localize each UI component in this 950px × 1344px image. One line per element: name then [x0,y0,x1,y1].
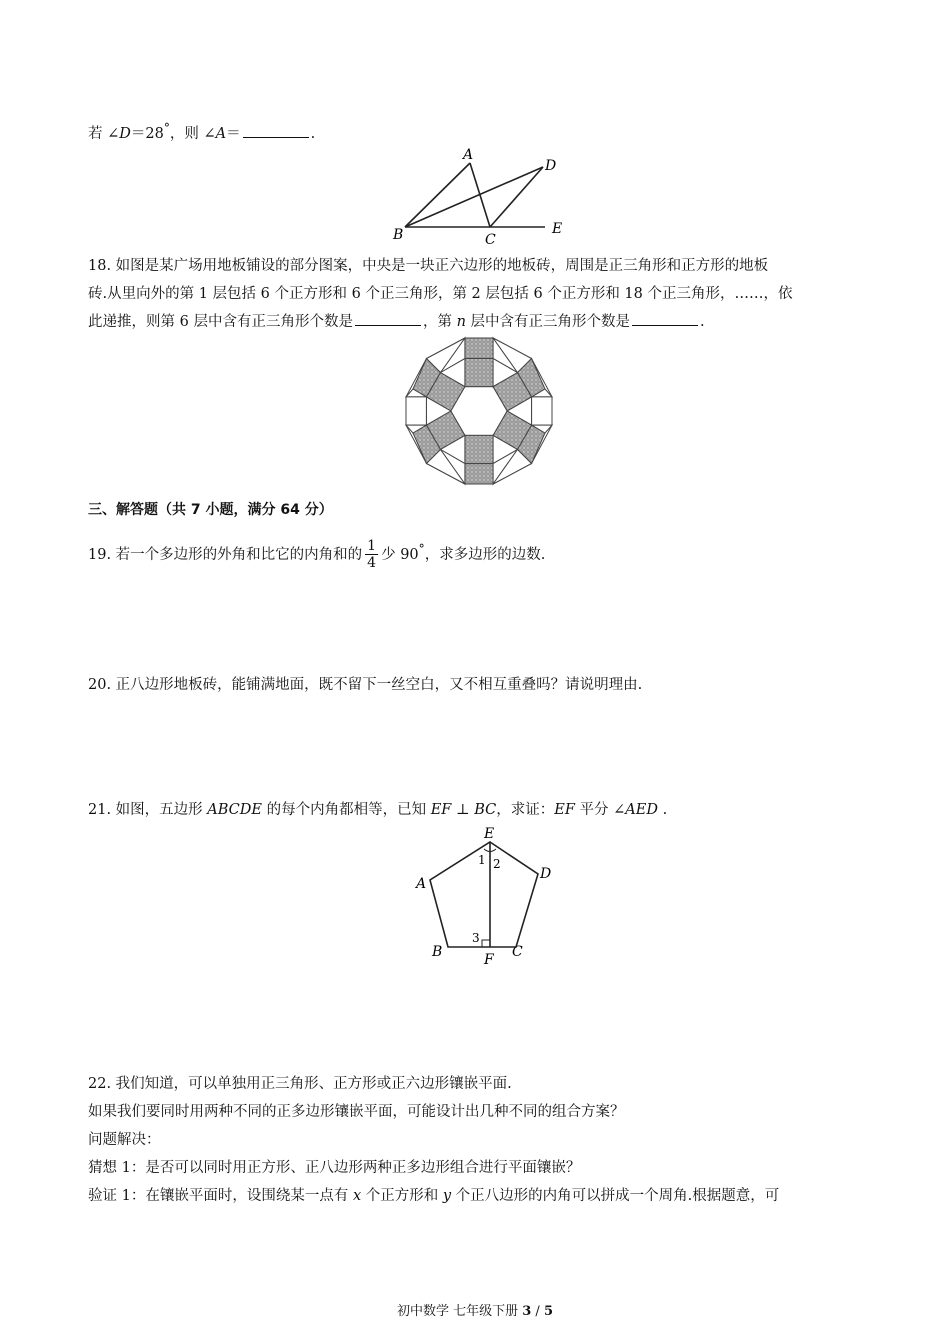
q17-var-d: D [119,125,131,142]
fig21-label-c: C [512,944,523,960]
q18-line1: 18. 如图是某广场用地板铺设的部分图案，中央是一块正六边形的地板砖，周围是正三角形和正方形的地板 [88,258,769,274]
q21-line [88,800,667,820]
footer-page-number: 3 [522,1304,532,1319]
fig21-angle-2: 2 [493,857,501,871]
fig17-label-d: D [545,158,557,174]
fig21-angle-3: 3 [472,931,480,945]
q18-text-d: . [700,314,705,330]
q22-var-x: x [352,1188,362,1204]
q19-text-c: ，求多边形的边数. [424,546,546,563]
q17-mid: ，则 ∠ [169,125,216,142]
fig21-right-angle-mark [482,940,490,947]
q21-var-abcde: ABCDE [207,802,262,818]
q18-text-b: ，第 [422,314,457,330]
q21-text-a: 21. 如图，五边形 [88,802,208,818]
q18-line2: 砖.从里向外的第 1 层包括 6 个正方形和 6 个正三角形，第 2 层包括 6 个正方形和 18 个正三角形，……，依 [88,286,793,302]
fig18-square [465,358,493,386]
q18-text-c: 层中含有正三角形个数是 [465,314,631,330]
q22-var-y: y [442,1188,452,1204]
footer-page-total: 5 [543,1304,553,1319]
fig21-label-d: D [540,866,552,882]
q21-var-ef: EF [430,802,452,818]
page-footer [0,1300,950,1319]
fig18-triangle [406,397,426,425]
q18-answer-blank-2[interactable] [632,313,698,326]
q17-deg: ° [163,121,170,135]
fig18-square [465,464,493,484]
q21-var-ef2: EF [554,802,575,818]
q19-text-a: 19. 若一个多边形的外角和比它的内角和的 [88,546,363,563]
q19-line [88,532,545,572]
q17-eq2: ＝ [226,125,241,142]
fig21-pentagon-figure [410,822,560,970]
q21-perp: ⊥ [451,802,475,818]
q20-line: 20. 正八边形地板砖，能铺满地面，既不留下一丝空白，又不相互重叠吗？请说明理由. [88,677,643,693]
q19-deg: ° [418,542,425,556]
q19-frac-num: 1 [367,538,377,555]
q21-text-d: 平分 ∠ [574,802,626,818]
q19-frac-den: 4 [367,555,377,572]
q17-tail-line [88,118,315,144]
q18-var-n: n [456,314,466,330]
q17-text: 若 ∠ [88,125,120,142]
footer-text: 初中数学 七年级下册 [396,1304,523,1319]
q22-text-c: 个正八边形的内角可以拼成一个周角.根据题意，可 [451,1188,780,1204]
q21-var-aed: AED [625,802,658,818]
fig21-label-f: F [484,952,494,968]
q17-eq: ＝28 [130,125,164,142]
q21-end: . [657,802,668,818]
fig17-line-dc [490,167,543,227]
q21-var-bc: BC [474,802,497,818]
q18-line3 [88,312,705,332]
fig21-label-e: E [484,826,495,842]
q19-text-b: 少 90 [381,546,419,563]
section-3-title: 三、解答题（共 7 小题，满分 64 分） [88,502,333,518]
footer-sep: / [531,1304,544,1319]
fig17-triangle-figure [385,145,585,250]
fig21-label-a: A [416,876,427,892]
q18-text-a: 此递推，则第 6 层中含有正三角形个数是 [88,314,353,330]
q22-line5 [88,1186,779,1206]
q17-end: . [310,125,316,142]
fig18-square [465,435,493,463]
fig18-tiling-figure [404,336,554,486]
fig21-angle-1: 1 [478,853,486,867]
q19-fraction [365,538,378,571]
q22-line3: 问题解决： [88,1132,161,1148]
q21-text-b: 的每个内角都相等，已知 [261,802,431,818]
q22-line1: 22. 我们知道，可以单独用正三角形、正方形或正六边形镶嵌平面. [88,1076,512,1092]
q22-line2: 如果我们要同时用两种不同的正多边形镶嵌平面，可能设计出几种不同的组合方案？ [88,1104,625,1120]
q21-text-c: ，求证： [496,802,555,818]
q22-line4: 猜想 1：是否可以同时用正方形、正八边形两种正多边形组合进行平面镶嵌？ [88,1160,581,1176]
fig18-square [465,338,493,358]
fig17-label-e: E [552,221,563,237]
fig21-label-b: B [432,944,443,960]
q18-answer-blank-1[interactable] [355,313,421,326]
fig17-label-c: C [485,232,496,248]
q22-text-b: 个正方形和 [361,1188,443,1204]
fig17-label-a: A [463,147,474,163]
q17-var-a: A [215,125,227,142]
fig18-triangle [532,397,552,425]
q17-answer-blank[interactable] [243,125,309,138]
fig17-label-b: B [393,227,404,243]
fig17-line-ba [405,163,470,227]
q22-text-a: 验证 1：在镶嵌平面时，设围绕某一点有 [88,1188,353,1204]
